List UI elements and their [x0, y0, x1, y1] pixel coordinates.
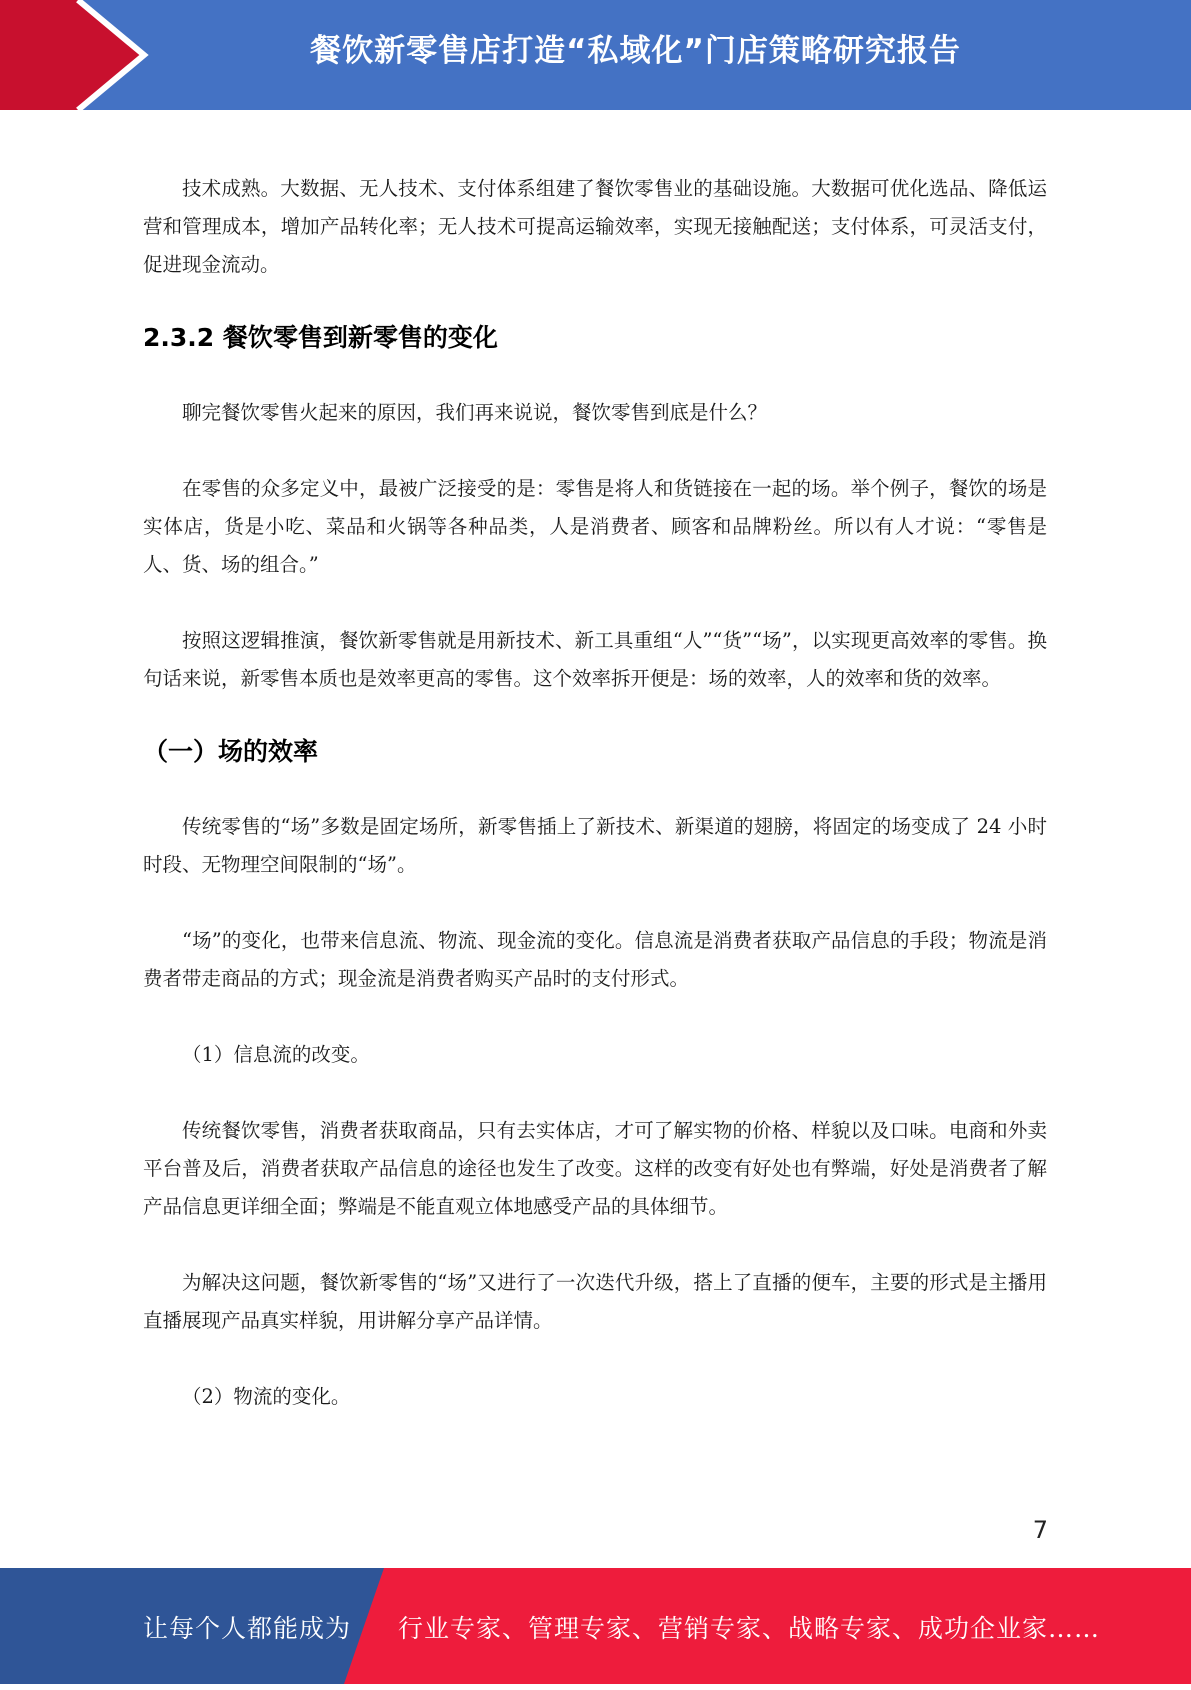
section-heading-2-3-2: 2.3.2 餐饮零售到新零售的变化 — [143, 323, 498, 352]
paragraph-livestream: 为解决这问题，餐饮新零售的“场”又进行了一次迭代升级，搭上了直播的便车，主要的形式是主播用直播展现产品真实样貌，用讲解分享产品详情。 — [143, 1271, 1047, 1332]
header-banner — [0, 0, 1191, 110]
footer-slogan-right: 行业专家、管理专家、营销专家、战略专家、成功企业家…… — [398, 1614, 1101, 1643]
footer-banner — [0, 1568, 1191, 1684]
paragraph-traditional-venue: 传统零售的“场”多数是固定场所，新零售插上了新技术、新渠道的翅膀，将固定的场变成了 24 小时时段、无物理空间限制的“场”。 — [143, 815, 1047, 876]
footer-slogan-left: 让每个人都能成为 — [143, 1614, 352, 1643]
paragraph-traditional-catering: 传统餐饮零售，消费者获取商品，只有去实体店，才可了解实物的价格、样貌以及口味。电商和外卖平台普及后，消费者获取产品信息的途径也发生了改变。这样的改变有好处也有弊端，好处是消费者了解产品信息更详细全面；弊端是不能直观立体地感受产品的具体细节。 — [143, 1119, 1047, 1218]
paragraph-venue-change: “场”的变化，也带来信息流、物流、现金流的变化。信息流是消费者获取产品信息的手段；物流是消费者带走商品的方式；现金流是消费者购买产品时的支付形式。 — [143, 929, 1047, 990]
paragraph-intro-question: 聊完餐饮零售火起来的原因，我们再来说说，餐饮零售到底是什么？ — [182, 401, 768, 424]
page-number: 7 — [1032, 1516, 1048, 1544]
document-title: 餐饮新零售店打造“私域化”门店策略研究报告 — [310, 33, 961, 69]
subheading-information-flow: （1）信息流的改变。 — [182, 1043, 370, 1066]
paragraph-retail-definition: 在零售的众多定义中，最被广泛接受的是：零售是将人和货链接在一起的场。举个例子，餐饮的场是实体店，货是小吃、菜品和火锅等各种品类，人是消费者、顾客和品牌粉丝。所以有人才说：“零售是人、货、场的组合。” — [143, 477, 1047, 576]
paragraph-tech-maturity: 技术成熟。大数据、无人技术、支付体系组建了餐饮零售业的基础设施。大数据可优化选品、降低运营和管理成本，增加产品转化率；无人技术可提高运输效率，实现无接触配送；支付体系，可灵活支付，促进现金流动。 — [143, 177, 1047, 276]
paragraph-efficiency: 按照这逻辑推演，餐饮新零售就是用新技术、新工具重组“人”“货”“场”，以实现更高效率的零售。换句话来说，新零售本质也是效率更高的零售。这个效率拆开便是：场的效率，人的效率和货的效率。 — [143, 629, 1047, 690]
subheading-logistics: （2）物流的变化。 — [182, 1385, 351, 1408]
section-heading-venue-efficiency: （一）场的效率 — [143, 737, 319, 766]
page-content — [143, 170, 1047, 1416]
